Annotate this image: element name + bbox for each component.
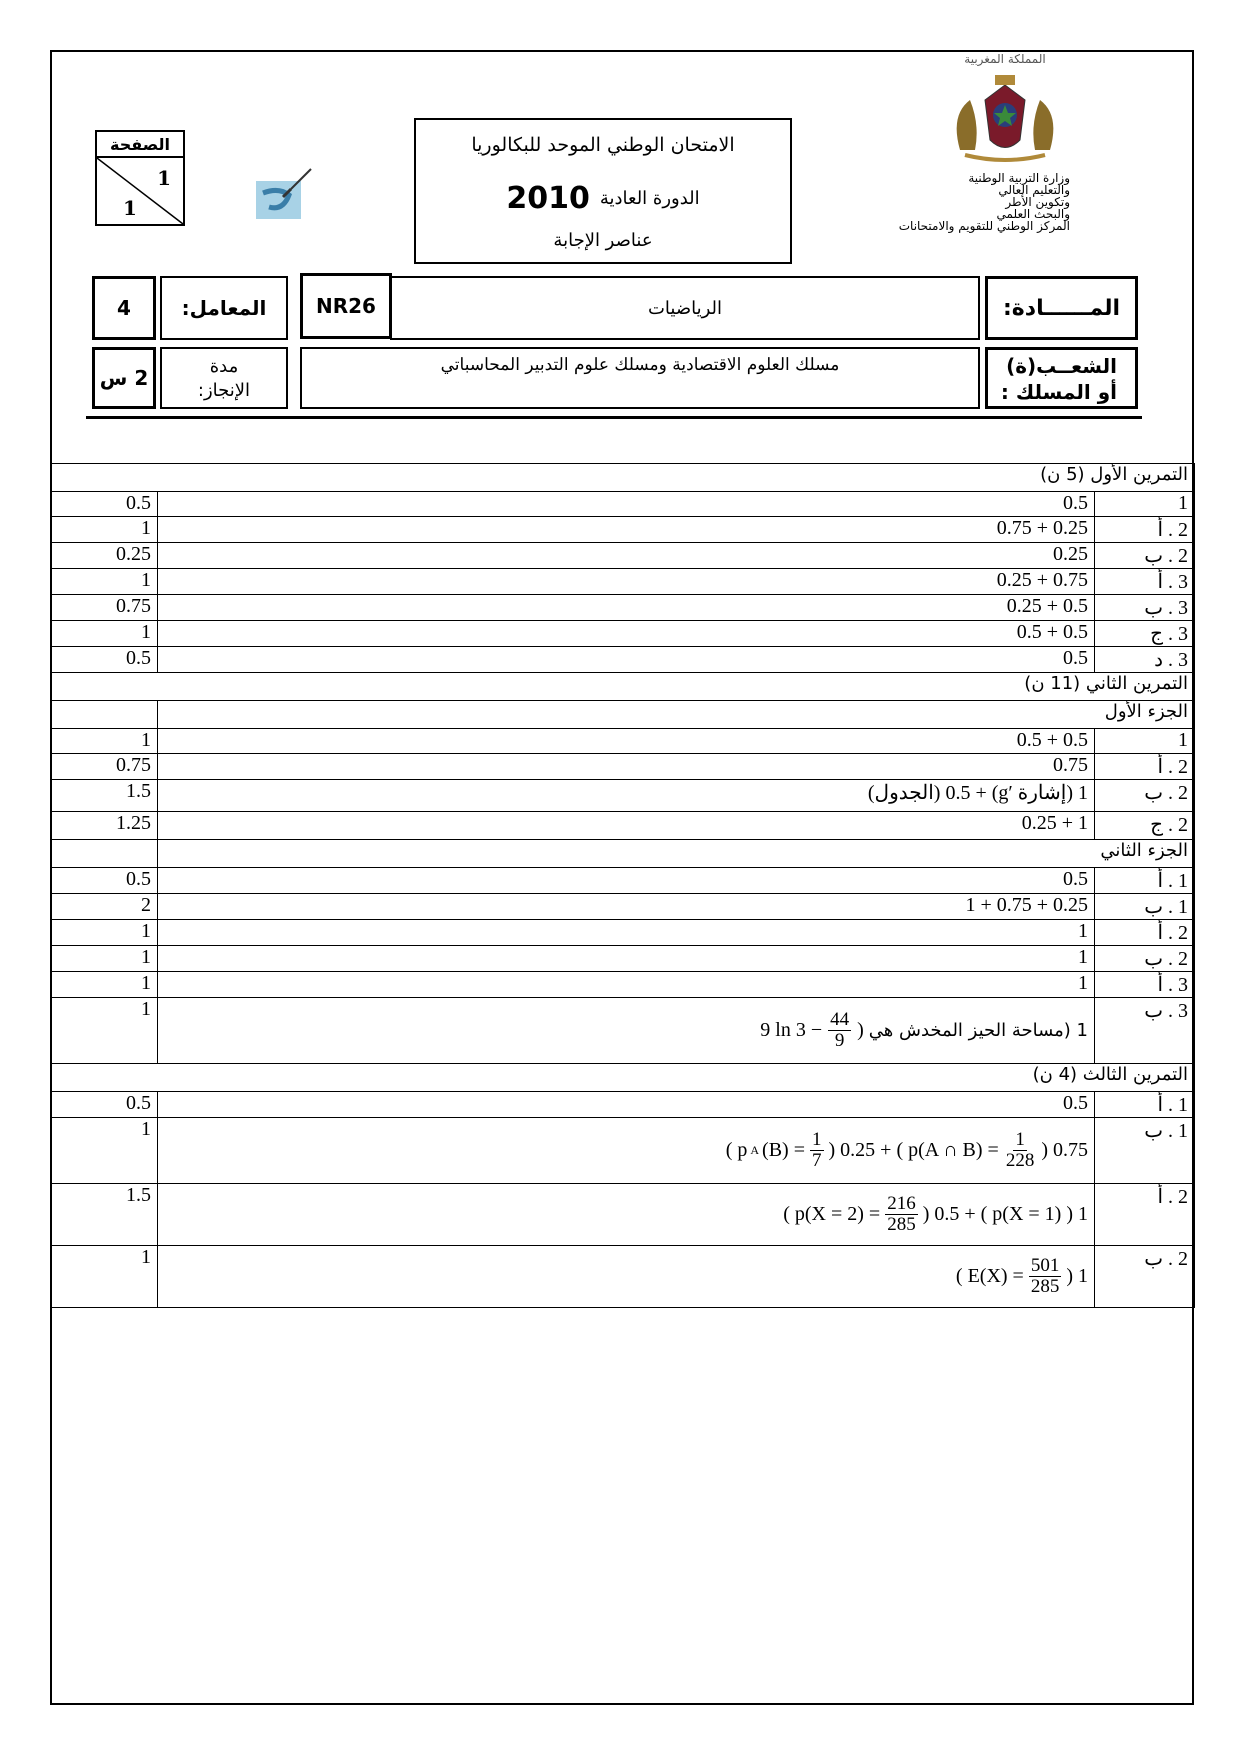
question: 3 . ج <box>1095 621 1195 647</box>
duration-value: 2 س <box>92 347 156 409</box>
question: 2 . ج <box>1095 812 1195 840</box>
detail: 1 <box>158 920 1095 946</box>
part-2-header <box>51 840 1195 868</box>
points: 0.5 <box>51 647 158 673</box>
points: 1 <box>51 972 158 998</box>
points: 1 <box>51 946 158 972</box>
detail: 0.5 <box>158 647 1095 673</box>
question: 1 . أ <box>1095 868 1195 894</box>
detail <box>158 1118 1095 1184</box>
table-row <box>51 812 1195 840</box>
question: 1 . أ <box>1095 1092 1195 1118</box>
formula-sub: A <box>750 1143 760 1157</box>
question: 1 . ب <box>1095 1118 1195 1184</box>
question: 1 <box>1095 729 1195 754</box>
table-row <box>51 1184 1195 1246</box>
branch-label-line1: الشعــب(ة) <box>1006 354 1117 378</box>
page-total: 1 <box>123 196 137 220</box>
area-expr: 9 ln 3 − <box>760 1019 823 1041</box>
fraction <box>1004 1130 1037 1171</box>
question: 1 <box>1095 492 1195 517</box>
points: 0.5 <box>51 1092 158 1118</box>
ministry-line: والبحث العلمي <box>996 207 1070 221</box>
part-1-header <box>51 701 1195 729</box>
table-row <box>51 754 1195 780</box>
coef-label: المعامل: <box>160 276 288 340</box>
question: 2 . أ <box>1095 920 1195 946</box>
detail: 1 + 0.25 <box>158 812 1095 840</box>
points: 0.5 <box>51 868 158 894</box>
exercise-1-header <box>51 464 1195 492</box>
duration-label-line1: مدة <box>209 356 239 377</box>
question: 3 . ب <box>1095 998 1195 1064</box>
prob-formula-2a <box>783 1194 1088 1235</box>
kingdom-name: المملكة المغربية <box>964 52 1046 66</box>
detail <box>158 998 1095 1064</box>
branch-value: مسلك العلوم الاقتصادية ومسلك علوم التدبير المحاسباتي <box>300 347 980 409</box>
detail: 0.25 + 0.75 + 1 <box>158 894 1095 920</box>
expectation-formula <box>956 1256 1088 1297</box>
question: 2 . ب <box>1095 1246 1195 1308</box>
detail: 1 <box>158 946 1095 972</box>
ministry-line: وزارة التربية الوطنية <box>968 171 1070 185</box>
points: 2 <box>51 894 158 920</box>
points: 0.25 <box>51 543 158 569</box>
fraction-num: 1 <box>812 1129 822 1151</box>
table-row <box>51 729 1195 754</box>
formula-part: ( p(X = 2) = <box>783 1203 881 1225</box>
fraction-den: 228 <box>1005 1150 1035 1171</box>
session-label: الدورة العادية <box>599 187 700 209</box>
table-row <box>51 1246 1195 1308</box>
duration-label <box>160 347 288 409</box>
page-label: الصفحة <box>95 130 185 158</box>
coef-value: 4 <box>92 276 156 340</box>
points: 1 <box>51 1246 158 1308</box>
points: 1 <box>51 920 158 946</box>
table-row <box>51 492 1195 517</box>
detail <box>158 1184 1095 1246</box>
subject-code: NR26 <box>300 273 392 339</box>
ministry-line: وتكوين الأطر <box>1005 195 1070 209</box>
detail: 0.5 + 0.5 <box>158 621 1095 647</box>
royal-emblem-icon <box>940 70 1070 165</box>
points: 1 <box>51 621 158 647</box>
table-row <box>51 647 1195 673</box>
subject-value: الرياضيات <box>390 276 980 340</box>
area-text: 1 (مساحة الحيز المخدش هي <box>868 1020 1088 1041</box>
points: 1.5 <box>51 780 158 812</box>
points: 0.5 <box>51 492 158 517</box>
detail: 0.25 <box>158 543 1095 569</box>
area-fraction <box>828 1010 851 1051</box>
duration-label-line2: الإنجاز: <box>197 380 251 401</box>
table-row <box>51 780 1195 812</box>
fraction <box>810 1130 824 1171</box>
area-close: ) <box>857 1019 864 1041</box>
question: 3 . ب <box>1095 595 1195 621</box>
question: 2 . ب <box>1095 543 1195 569</box>
formula-part: ) 0.5 + ( p(X = 1) ) 1 <box>922 1203 1088 1225</box>
page-current: 1 <box>157 166 171 190</box>
table-row <box>51 868 1195 894</box>
ministry-line: والتعليم العالي <box>998 183 1070 197</box>
detail <box>158 1246 1095 1308</box>
detail: 0.75 <box>158 754 1095 780</box>
question: 1 . ب <box>1095 894 1195 920</box>
exam-year: 2010 <box>506 180 590 216</box>
area-formula <box>760 1010 864 1051</box>
detail: 0.5 <box>158 868 1095 894</box>
points: 1 <box>51 729 158 754</box>
question: 2 . ب <box>1095 946 1195 972</box>
exam-title: الامتحان الوطني الموحد للبكالوريا <box>471 134 735 156</box>
points: 0.75 <box>51 595 158 621</box>
table-row <box>51 1118 1195 1184</box>
question: 3 . أ <box>1095 569 1195 595</box>
points: 1 <box>51 1118 158 1184</box>
empty-cell <box>51 840 158 868</box>
table-row <box>51 595 1195 621</box>
page-number-box <box>95 156 185 226</box>
fraction-num: 1 <box>1015 1129 1025 1151</box>
header-rule <box>86 416 1142 419</box>
question: 2 . أ <box>1095 754 1195 780</box>
fraction <box>885 1194 918 1235</box>
empty-cell <box>51 701 158 729</box>
question: 2 . ب <box>1095 780 1195 812</box>
subject-label: المــــــادة: <box>985 276 1138 340</box>
detail: 1 <box>158 972 1095 998</box>
points: 1 <box>51 998 158 1064</box>
points: 1 <box>51 569 158 595</box>
detail: 0.75 + 0.25 <box>158 569 1095 595</box>
branch-label <box>985 347 1138 409</box>
formula-part: ( E(X) = <box>955 1265 1024 1287</box>
part-2-title: الجزء الثاني <box>158 840 1195 868</box>
points: 0.75 <box>51 754 158 780</box>
detail: 0.5 <box>158 492 1095 517</box>
question: 2 . أ <box>1095 517 1195 543</box>
points: 1.25 <box>51 812 158 840</box>
exam-title-box <box>414 118 792 264</box>
points: 1.5 <box>51 1184 158 1246</box>
fraction-num: 216 <box>887 1193 916 1215</box>
table-row <box>51 998 1195 1064</box>
prob-formula-1b <box>726 1130 1088 1171</box>
exercise-2-title: التمرين الثاني (11 ن) <box>51 673 1195 701</box>
fraction-den: 285 <box>1030 1276 1060 1297</box>
evaluation-center-logo-icon <box>253 167 315 222</box>
table-row <box>51 894 1195 920</box>
exercise-2-header <box>51 673 1195 701</box>
table-row <box>51 543 1195 569</box>
exercise-1-title: التمرين الأول (5 ن) <box>51 464 1195 492</box>
ministry-block <box>870 172 1070 232</box>
formula-part: ) 0.75 <box>1041 1139 1088 1161</box>
exercise-3-title: التمرين الثالث (4 ن) <box>51 1064 1195 1092</box>
detail: 0.5 + 0.5 <box>158 729 1095 754</box>
fraction-den: 285 <box>887 1214 916 1235</box>
area-den: 9 <box>834 1030 845 1051</box>
fraction-num: 501 <box>1030 1255 1060 1277</box>
fraction <box>1029 1256 1062 1297</box>
table-row <box>51 517 1195 543</box>
answer-grid <box>50 463 1195 1308</box>
part-1-title: الجزء الأول <box>158 701 1195 729</box>
detail: 0.5 <box>158 1092 1095 1118</box>
doc-type: عناصر الإجابة <box>553 230 653 251</box>
formula-part: ( p <box>725 1139 748 1161</box>
branch-label-line2: أو المسلك : <box>1000 380 1117 404</box>
formula-part: ) 0.25 + ( p(A ∩ B) = <box>828 1139 999 1161</box>
formula-part: ) 1 <box>1066 1265 1088 1287</box>
session-line <box>416 180 790 216</box>
table-row <box>51 972 1195 998</box>
fraction-den: 7 <box>812 1150 822 1171</box>
detail: 0.5 + 0.25 <box>158 595 1095 621</box>
exam-center: المركز الوطني للتقويم والامتحانات <box>898 219 1070 233</box>
area-num: 44 <box>830 1009 850 1031</box>
points: 1 <box>51 517 158 543</box>
question: 2 . أ <box>1095 1184 1195 1246</box>
question: 3 . د <box>1095 647 1195 673</box>
table-row <box>51 946 1195 972</box>
table-row <box>51 569 1195 595</box>
table-row <box>51 920 1195 946</box>
table-row <box>51 1092 1195 1118</box>
detail: 0.25 + 0.75 <box>158 517 1095 543</box>
exercise-3-header <box>51 1064 1195 1092</box>
question: 3 . أ <box>1095 972 1195 998</box>
detail: 1 (إشارة ′g) + 0.5 (الجدول) <box>158 780 1095 812</box>
table-row <box>51 621 1195 647</box>
formula-part: (B) = <box>762 1139 805 1161</box>
